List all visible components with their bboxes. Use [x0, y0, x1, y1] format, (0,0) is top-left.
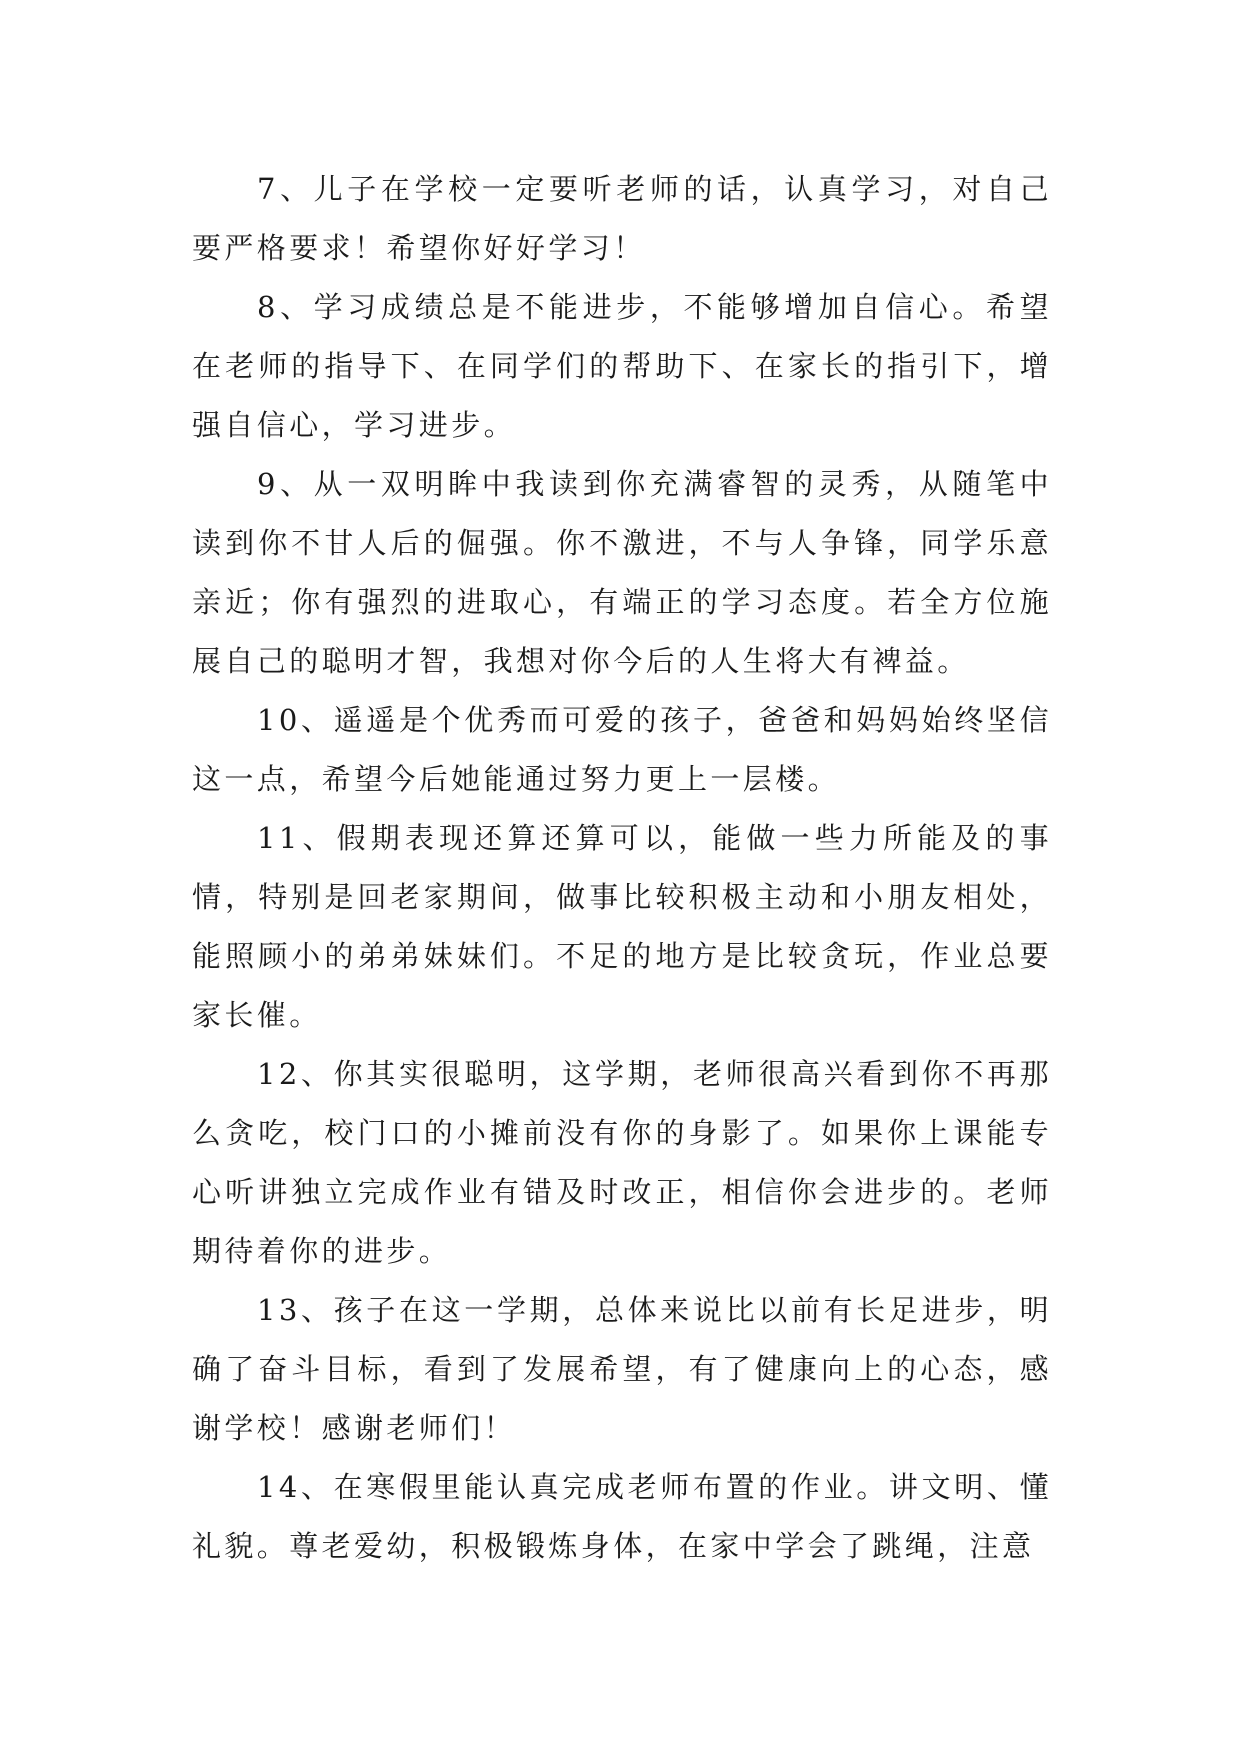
paragraph-14: 14、在寒假里能认真完成老师布置的作业。讲文明、懂礼貌。尊老爱幼，积极锻炼身体，在家中学会了跳绳，注意: [192, 1470, 1052, 1563]
paragraph-8: 8、学习成绩总是不能进步，不能够增加自信心。希望在老师的指导下、在同学们的帮助下、在家长的指引下，增强自信心，学习进步。: [192, 290, 1052, 442]
paragraph-9: 9、从一双明眸中我读到你充满睿智的灵秀，从随笔中读到你不甘人后的倔强。你不激进，不与人争锋，同学乐意亲近；你有强烈的进取心，有端正的学习态度。若全方位施展自己的聪明才智，我想对你今后的人生将大有裨益。: [192, 467, 1052, 678]
paragraph-12: 12、你其实很聪明，这学期，老师很高兴看到你不再那么贪吃，校门口的小摊前没有你的身影了。如果你上课能专心听讲独立完成作业有错及时改正，相信你会进步的。老师期待着你的进步。: [192, 1057, 1052, 1268]
paragraph-13: 13、孩子在这一学期，总体来说比以前有长足进步，明确了奋斗目标，看到了发展希望，有了健康向上的心态，感谢学校！感谢老师们！: [192, 1293, 1052, 1445]
document-body: [192, 160, 1052, 1576]
paragraph-11: 11、假期表现还算还算可以，能做一些力所能及的事情，特别是回老家期间，做事比较积极主动和小朋友相处，能照顾小的弟弟妹妹们。不足的地方是比较贪玩，作业总要家长催。: [192, 821, 1052, 1032]
paragraph-10: 10、遥遥是个优秀而可爱的孩子，爸爸和妈妈始终坚信这一点，希望今后她能通过努力更上一层楼。: [192, 703, 1052, 796]
paragraph-7: 7、儿子在学校一定要听老师的话，认真学习，对自己要严格要求！希望你好好学习！: [192, 172, 1052, 265]
